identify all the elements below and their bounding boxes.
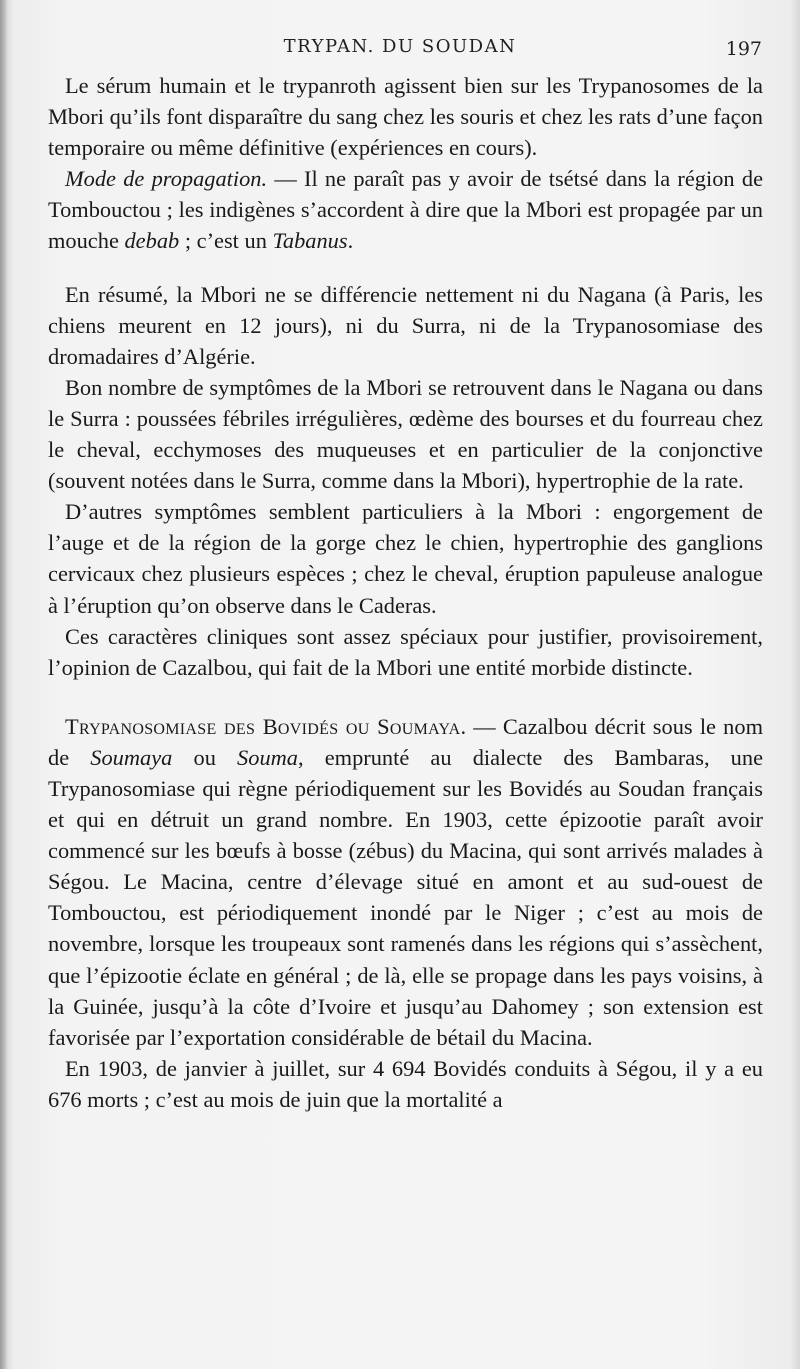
paragraph-resume: En résumé, la Mbori ne se différencie nettement ni du Nagana (à Paris, les chiens meurent en 12 jours), ni du Surra, ni de la Trypanosomiase des dromadaires d’Algérie. (48, 281, 763, 369)
propagation-text-b: ; c’est un (179, 228, 273, 254)
paragraph-symptoms: Bon nombre de symptômes de la Mbori se retrouvent dans le Nagana ou dans le Surra : poussées fébriles irrégulières, œdème des bourses et du fourreau chez le cheval, ecchymoses des muqueuses et en particulier de la conjonctive (souvent notées dans le Surra, comme dans la Mbori), hypertrophie de la rate. (48, 374, 763, 494)
propagation-text-c: . (347, 228, 354, 254)
section-heading-c: . (460, 713, 467, 739)
section-heading-a: Trypanosomiase des (65, 713, 263, 739)
section-heading-b: Bovidés ou Soumaya (262, 713, 461, 739)
term-tabanus: Tabanus (272, 228, 348, 254)
propagation-heading: Mode de propagation. (65, 166, 268, 192)
paragraph-gap (48, 257, 763, 279)
propagation-text-a: — Il ne paraît pas y avoir de tsétsé dans la région de Tombouctou ; les indigènes s’accordent à dire que la Mbori est propagée par un mouche (48, 166, 764, 254)
paragraph-clinical: Ces caractères cliniques sont assez spéciaux pour justifier, provisoirement, l’opinion de Cazalbou, qui fait de la Mbori une entité morbide distincte. (48, 623, 763, 680)
page-number: 197 (725, 38, 762, 60)
paragraph-serum: Le sérum humain et le trypanroth agissent bien sur les Trypanosomes de la Mbori qu’ils font disparaître du sang chez les souris et chez les rats d’une façon temporaire ou même définitive (expériences en cours). (48, 73, 763, 161)
term-souma: Souma (237, 744, 298, 770)
page-gutter-shadow (0, 0, 8, 1369)
term-debab: debab (124, 228, 180, 254)
soumaya-text-a: — Cazalbou décrit sous le nom de (48, 713, 763, 770)
term-soumaya: Soumaya (90, 744, 173, 770)
running-head (0, 36, 800, 64)
body-text (48, 70, 763, 1115)
paragraph-soumaya (48, 711, 763, 1053)
paragraph-particular-symptoms: D’autres symptômes semblent particuliers à la Mbori : engorgement de l’auge et de la région de la gorge chez le chien, hypertrophie des ganglions cervicaux chez plusieurs espèces ; chez le cheval, éruption papuleuse analogue à l’éruption qu’on observe dans le Caderas. (48, 499, 763, 618)
soumaya-text-b: ou (172, 744, 238, 770)
soumaya-text-c: , emprunté au dialecte des Bambaras, une Trypanosomiase qui règne périodiquement sur les Bovidés au Soudan français et qui en détruit un grand nombre. En 1903, cette épizootie paraît avoir commencé sur les bœufs à bosse (zébus) du Macina, qui sont arrivés malades à Ségou. Le Macina, centre d’élevage situé en amont et au sud-ouest de Tombouctou, est périodiquement inondé par le Niger ; c’est au mois de novembre, lorsque les troupeaux sont ramenés dans les régions qui s’assèchent, que l’épizootie éclate en général ; de là, elle se propage dans les pays voisins, à la Guinée, jusqu’à la côte d’Ivoire et jusqu’au Dahomey ; son extension est favorisée par l’exportation considérable de bétail du Macina. (48, 744, 764, 1050)
running-title: TRYPAN. DU SOUDAN (283, 36, 517, 57)
paragraph-mortality: En 1903, de janvier à juillet, sur 4 694 Bovidés conduits à Ségou, il y a eu 676 morts ; c’est au mois de juin que la mortalité a (48, 1055, 763, 1112)
paragraph-propagation (48, 163, 763, 256)
section-gap (48, 683, 763, 711)
